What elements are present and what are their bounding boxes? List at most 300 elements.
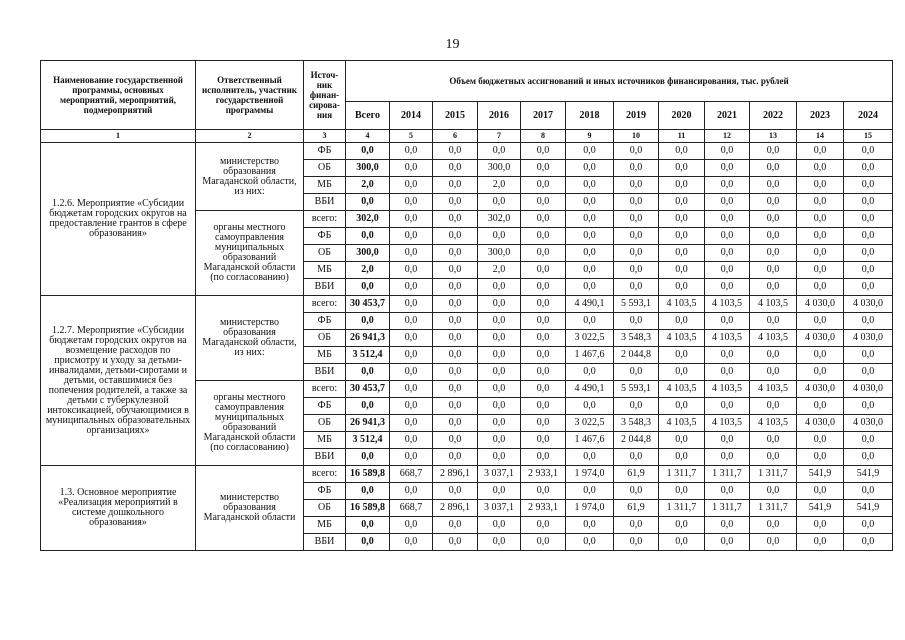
year-value: 0,0 — [797, 313, 844, 330]
year-value: 0,0 — [797, 245, 844, 262]
year-value: 0,0 — [844, 398, 893, 415]
year-value: 0,0 — [797, 211, 844, 228]
year-value: 0,0 — [521, 194, 566, 211]
year-value: 0,0 — [659, 177, 705, 194]
column-number: 15 — [844, 130, 893, 143]
funding-source: ФБ — [304, 143, 346, 160]
year-value: 0,0 — [750, 313, 797, 330]
year-value: 0,0 — [478, 483, 521, 500]
funding-source: МБ — [304, 347, 346, 364]
year-value: 0,0 — [797, 398, 844, 415]
year-value: 0,0 — [750, 143, 797, 160]
year-value: 0,0 — [521, 262, 566, 279]
year-value: 0,0 — [390, 483, 433, 500]
year-value: 0,0 — [614, 177, 659, 194]
year-value: 0,0 — [614, 398, 659, 415]
funding-source: МБ — [304, 177, 346, 194]
year-value: 0,0 — [433, 398, 478, 415]
year-value: 0,0 — [566, 364, 614, 381]
funding-source: ОБ — [304, 415, 346, 432]
funding-source: всего: — [304, 466, 346, 483]
year-value: 0,0 — [566, 177, 614, 194]
program-name: 1.2.7. Мероприятие «Субсидии бюджетам городских округов на возмещение расходов по присмотру и уходу за детьми-инвалидами, детьми-сиротами и детьми, оставшимися без попечения родителей, а также за детьми с туберкулезной интоксикацией, обучающимися в муниципальных образовательных организациях» — [41, 296, 196, 466]
year-value: 3 022,5 — [566, 330, 614, 347]
header-year: 2018 — [566, 102, 614, 130]
total-value: 3 512,4 — [346, 347, 390, 364]
year-value: 0,0 — [705, 517, 750, 534]
year-value: 3 037,1 — [478, 500, 521, 517]
funding-source: ФБ — [304, 313, 346, 330]
year-value: 0,0 — [750, 449, 797, 466]
year-value: 0,0 — [659, 211, 705, 228]
funding-source: ВБИ — [304, 279, 346, 296]
year-value: 0,0 — [705, 279, 750, 296]
year-value: 0,0 — [521, 432, 566, 449]
year-value: 668,7 — [390, 500, 433, 517]
page-number: 19 — [445, 37, 460, 52]
year-value: 0,0 — [844, 449, 893, 466]
year-value: 0,0 — [433, 160, 478, 177]
year-value: 0,0 — [390, 194, 433, 211]
year-value: 4 103,5 — [750, 330, 797, 347]
responsible-executor: министерство образования Магаданской области — [196, 466, 304, 551]
total-value: 16 589,8 — [346, 500, 390, 517]
year-value: 1 467,6 — [566, 432, 614, 449]
year-value: 0,0 — [390, 364, 433, 381]
year-value: 0,0 — [750, 398, 797, 415]
budget-table — [40, 60, 893, 551]
total-value: 0,0 — [346, 313, 390, 330]
year-value: 0,0 — [521, 347, 566, 364]
year-value: 0,0 — [750, 194, 797, 211]
year-value: 0,0 — [705, 398, 750, 415]
year-value: 0,0 — [390, 347, 433, 364]
year-value: 0,0 — [566, 262, 614, 279]
funding-source: ОБ — [304, 500, 346, 517]
year-value: 4 103,5 — [705, 330, 750, 347]
header-year-total: Всего — [346, 102, 390, 130]
year-value: 0,0 — [614, 194, 659, 211]
funding-source: ВБИ — [304, 194, 346, 211]
header-year: 2021 — [705, 102, 750, 130]
year-value: 0,0 — [521, 211, 566, 228]
year-value: 0,0 — [614, 313, 659, 330]
year-value: 0,0 — [478, 534, 521, 551]
year-value: 0,0 — [566, 398, 614, 415]
header-responsible: Ответственный исполнитель, участник государственной программы — [196, 61, 304, 130]
year-value: 2 044,8 — [614, 432, 659, 449]
year-value: 4 103,5 — [659, 381, 705, 398]
funding-source: всего: — [304, 296, 346, 313]
year-value: 0,0 — [844, 364, 893, 381]
year-value: 2 044,8 — [614, 347, 659, 364]
year-value: 0,0 — [478, 296, 521, 313]
year-value: 0,0 — [433, 449, 478, 466]
total-value: 0,0 — [346, 449, 390, 466]
year-value: 2 933,1 — [521, 500, 566, 517]
year-value: 0,0 — [521, 483, 566, 500]
total-value: 2,0 — [346, 262, 390, 279]
total-value: 302,0 — [346, 211, 390, 228]
year-value: 0,0 — [566, 483, 614, 500]
year-value: 0,0 — [390, 517, 433, 534]
year-value: 0,0 — [566, 279, 614, 296]
year-value: 4 103,5 — [705, 381, 750, 398]
year-value: 0,0 — [844, 245, 893, 262]
year-value: 0,0 — [614, 160, 659, 177]
year-value: 0,0 — [614, 364, 659, 381]
year-value: 0,0 — [390, 160, 433, 177]
year-value: 0,0 — [705, 432, 750, 449]
year-value: 0,0 — [521, 279, 566, 296]
year-value: 4 490,1 — [566, 381, 614, 398]
year-value: 0,0 — [705, 364, 750, 381]
year-value: 61,9 — [614, 466, 659, 483]
total-value: 300,0 — [346, 245, 390, 262]
year-value: 0,0 — [614, 143, 659, 160]
year-value: 0,0 — [844, 483, 893, 500]
total-value: 0,0 — [346, 517, 390, 534]
year-value: 0,0 — [659, 228, 705, 245]
year-value: 0,0 — [659, 449, 705, 466]
year-value: 0,0 — [433, 245, 478, 262]
year-value: 0,0 — [659, 313, 705, 330]
year-value: 0,0 — [390, 449, 433, 466]
year-value: 0,0 — [478, 517, 521, 534]
year-value: 0,0 — [750, 534, 797, 551]
year-value: 0,0 — [521, 228, 566, 245]
year-value: 2 896,1 — [433, 466, 478, 483]
year-value: 0,0 — [478, 415, 521, 432]
column-number: 14 — [797, 130, 844, 143]
year-value: 0,0 — [433, 483, 478, 500]
year-value: 1 311,7 — [705, 466, 750, 483]
year-value: 0,0 — [433, 194, 478, 211]
year-value: 0,0 — [478, 347, 521, 364]
year-value: 0,0 — [797, 347, 844, 364]
column-number: 8 — [521, 130, 566, 143]
year-value: 0,0 — [797, 228, 844, 245]
year-value: 0,0 — [433, 313, 478, 330]
year-value: 0,0 — [614, 228, 659, 245]
funding-source: ВБИ — [304, 364, 346, 381]
year-value: 0,0 — [521, 177, 566, 194]
year-value: 0,0 — [521, 517, 566, 534]
year-value: 0,0 — [390, 262, 433, 279]
header-funding-source: Источ-ник финан-сирова-ния — [304, 61, 346, 130]
year-value: 0,0 — [614, 245, 659, 262]
year-value: 668,7 — [390, 466, 433, 483]
funding-source: ОБ — [304, 330, 346, 347]
year-value: 0,0 — [659, 347, 705, 364]
year-value: 541,9 — [844, 500, 893, 517]
year-value: 300,0 — [478, 245, 521, 262]
year-value: 0,0 — [390, 415, 433, 432]
year-value: 0,0 — [797, 262, 844, 279]
year-value: 0,0 — [844, 347, 893, 364]
total-value: 26 941,3 — [346, 330, 390, 347]
year-value: 0,0 — [705, 347, 750, 364]
total-value: 0,0 — [346, 534, 390, 551]
year-value: 0,0 — [659, 398, 705, 415]
table-header — [41, 61, 893, 143]
responsible-executor: министерство образования Магаданской области, из них: — [196, 143, 304, 211]
header-year: 2020 — [659, 102, 705, 130]
year-value: 0,0 — [750, 347, 797, 364]
year-value: 4 103,5 — [659, 330, 705, 347]
year-value: 0,0 — [659, 194, 705, 211]
funding-source: МБ — [304, 432, 346, 449]
year-value: 0,0 — [705, 228, 750, 245]
year-value: 0,0 — [521, 381, 566, 398]
year-value: 0,0 — [844, 143, 893, 160]
year-value: 0,0 — [478, 364, 521, 381]
year-value: 4 103,5 — [659, 296, 705, 313]
year-value: 0,0 — [614, 211, 659, 228]
year-value: 2,0 — [478, 262, 521, 279]
year-value: 0,0 — [390, 211, 433, 228]
year-value: 0,0 — [797, 432, 844, 449]
year-value: 0,0 — [521, 398, 566, 415]
year-value: 5 593,1 — [614, 381, 659, 398]
year-value: 0,0 — [844, 313, 893, 330]
year-value: 0,0 — [521, 534, 566, 551]
column-number: 11 — [659, 130, 705, 143]
year-value: 0,0 — [390, 313, 433, 330]
year-value: 0,0 — [659, 279, 705, 296]
year-value: 0,0 — [478, 143, 521, 160]
year-value: 1 467,6 — [566, 347, 614, 364]
year-value: 0,0 — [566, 449, 614, 466]
year-value: 4 103,5 — [705, 415, 750, 432]
year-value: 0,0 — [844, 211, 893, 228]
year-value: 0,0 — [478, 330, 521, 347]
year-value: 0,0 — [521, 313, 566, 330]
year-value: 0,0 — [750, 364, 797, 381]
year-value: 0,0 — [797, 517, 844, 534]
year-value: 0,0 — [844, 279, 893, 296]
year-value: 0,0 — [433, 177, 478, 194]
year-value: 0,0 — [478, 398, 521, 415]
year-value: 4 030,0 — [797, 381, 844, 398]
header-year: 2014 — [390, 102, 433, 130]
year-value: 3 548,3 — [614, 330, 659, 347]
table-row — [41, 296, 893, 313]
year-value: 0,0 — [521, 245, 566, 262]
year-value: 4 030,0 — [844, 296, 893, 313]
year-value: 4 030,0 — [844, 330, 893, 347]
year-value: 0,0 — [705, 483, 750, 500]
column-number: 3 — [304, 130, 346, 143]
year-value: 0,0 — [705, 313, 750, 330]
total-value: 0,0 — [346, 364, 390, 381]
year-value: 0,0 — [478, 194, 521, 211]
year-value: 0,0 — [566, 194, 614, 211]
year-value: 2,0 — [478, 177, 521, 194]
year-value: 3 022,5 — [566, 415, 614, 432]
year-value: 0,0 — [566, 211, 614, 228]
total-value: 0,0 — [346, 483, 390, 500]
year-value: 0,0 — [844, 517, 893, 534]
year-value: 0,0 — [521, 143, 566, 160]
year-value: 0,0 — [478, 313, 521, 330]
total-value: 0,0 — [346, 279, 390, 296]
year-value: 0,0 — [750, 517, 797, 534]
column-number: 4 — [346, 130, 390, 143]
year-value: 0,0 — [614, 483, 659, 500]
year-value: 1 311,7 — [659, 500, 705, 517]
header-year: 2022 — [750, 102, 797, 130]
year-value: 0,0 — [659, 483, 705, 500]
year-value: 0,0 — [659, 364, 705, 381]
year-value: 0,0 — [797, 534, 844, 551]
year-value: 1 311,7 — [750, 500, 797, 517]
total-value: 30 453,7 — [346, 381, 390, 398]
total-value: 0,0 — [346, 398, 390, 415]
year-value: 0,0 — [433, 296, 478, 313]
year-value: 302,0 — [478, 211, 521, 228]
year-value: 0,0 — [433, 279, 478, 296]
year-value: 0,0 — [705, 194, 750, 211]
total-value: 3 512,4 — [346, 432, 390, 449]
total-value: 26 941,3 — [346, 415, 390, 432]
year-value: 0,0 — [705, 449, 750, 466]
header-year: 2017 — [521, 102, 566, 130]
year-value: 4 030,0 — [844, 381, 893, 398]
year-value: 0,0 — [614, 517, 659, 534]
column-number: 9 — [566, 130, 614, 143]
funding-source: МБ — [304, 517, 346, 534]
responsible-executor: органы местного самоуправления муниципальных образований Магаданской области (по согласованию) — [196, 381, 304, 466]
funding-source: всего: — [304, 381, 346, 398]
year-value: 4 103,5 — [750, 415, 797, 432]
year-value: 0,0 — [566, 517, 614, 534]
year-value: 0,0 — [705, 143, 750, 160]
year-value: 1 974,0 — [566, 466, 614, 483]
year-value: 0,0 — [844, 534, 893, 551]
funding-source: всего: — [304, 211, 346, 228]
responsible-executor: министерство образования Магаданской области, из них: — [196, 296, 304, 381]
year-value: 0,0 — [390, 432, 433, 449]
year-value: 0,0 — [478, 228, 521, 245]
year-value: 0,0 — [478, 432, 521, 449]
year-value: 0,0 — [521, 364, 566, 381]
year-value: 0,0 — [390, 177, 433, 194]
year-value: 0,0 — [390, 398, 433, 415]
year-value: 4 103,5 — [659, 415, 705, 432]
year-value: 541,9 — [797, 500, 844, 517]
total-value: 0,0 — [346, 194, 390, 211]
year-value: 2 896,1 — [433, 500, 478, 517]
year-value: 0,0 — [390, 245, 433, 262]
year-value: 0,0 — [614, 279, 659, 296]
year-value: 1 311,7 — [659, 466, 705, 483]
year-value: 0,0 — [566, 313, 614, 330]
year-value: 0,0 — [659, 143, 705, 160]
header-program-name: Наименование государственной программы, основных мероприятий, мероприятий, подмероприятий — [41, 61, 196, 130]
year-value: 0,0 — [750, 160, 797, 177]
year-value: 0,0 — [433, 143, 478, 160]
funding-source: ОБ — [304, 160, 346, 177]
total-value: 30 453,7 — [346, 296, 390, 313]
year-value: 0,0 — [433, 432, 478, 449]
header-year: 2016 — [478, 102, 521, 130]
year-value: 0,0 — [478, 279, 521, 296]
year-value: 0,0 — [659, 262, 705, 279]
column-number: 13 — [750, 130, 797, 143]
year-value: 1 974,0 — [566, 500, 614, 517]
funding-source: ОБ — [304, 245, 346, 262]
year-value: 0,0 — [433, 330, 478, 347]
year-value: 4 103,5 — [705, 296, 750, 313]
year-value: 0,0 — [521, 449, 566, 466]
year-value: 0,0 — [478, 449, 521, 466]
year-value: 0,0 — [797, 177, 844, 194]
year-value: 0,0 — [797, 160, 844, 177]
year-value: 0,0 — [566, 228, 614, 245]
column-number: 6 — [433, 130, 478, 143]
year-value: 0,0 — [566, 534, 614, 551]
year-value: 0,0 — [705, 160, 750, 177]
funding-source: ВБИ — [304, 534, 346, 551]
total-value: 0,0 — [346, 143, 390, 160]
year-value: 0,0 — [433, 364, 478, 381]
year-value: 0,0 — [750, 245, 797, 262]
year-value: 0,0 — [705, 177, 750, 194]
header-year: 2015 — [433, 102, 478, 130]
year-value: 0,0 — [390, 279, 433, 296]
year-value: 0,0 — [521, 296, 566, 313]
year-value: 0,0 — [566, 143, 614, 160]
year-value: 4 103,5 — [750, 381, 797, 398]
year-value: 0,0 — [844, 160, 893, 177]
year-value: 0,0 — [433, 211, 478, 228]
funding-source: ФБ — [304, 483, 346, 500]
year-value: 0,0 — [750, 262, 797, 279]
year-value: 2 933,1 — [521, 466, 566, 483]
year-value: 0,0 — [844, 262, 893, 279]
header-funding-volume: Объем бюджетных ассигнований и иных источников финансирования, тыс. рублей — [346, 61, 893, 102]
year-value: 0,0 — [844, 194, 893, 211]
table-row — [41, 143, 893, 160]
column-number: 7 — [478, 130, 521, 143]
year-value: 300,0 — [478, 160, 521, 177]
year-value: 0,0 — [750, 211, 797, 228]
year-value: 0,0 — [521, 330, 566, 347]
year-value: 0,0 — [566, 245, 614, 262]
funding-source: ФБ — [304, 398, 346, 415]
year-value: 0,0 — [614, 262, 659, 279]
year-value: 0,0 — [433, 347, 478, 364]
year-value: 0,0 — [659, 160, 705, 177]
year-value: 0,0 — [659, 517, 705, 534]
total-value: 0,0 — [346, 228, 390, 245]
year-value: 0,0 — [433, 228, 478, 245]
year-value: 0,0 — [390, 143, 433, 160]
year-value: 0,0 — [390, 296, 433, 313]
header-year: 2019 — [614, 102, 659, 130]
year-value: 4 030,0 — [797, 296, 844, 313]
year-value: 0,0 — [659, 534, 705, 551]
year-value: 0,0 — [659, 432, 705, 449]
year-value: 3 548,3 — [614, 415, 659, 432]
year-value: 4 030,0 — [797, 330, 844, 347]
year-value: 0,0 — [750, 228, 797, 245]
year-value: 0,0 — [844, 228, 893, 245]
program-name: 1.2.6. Мероприятие «Субсидии бюджетам городских округов на предоставление грантов в сфере образования» — [41, 143, 196, 296]
column-number: 2 — [196, 130, 304, 143]
year-value: 0,0 — [614, 534, 659, 551]
